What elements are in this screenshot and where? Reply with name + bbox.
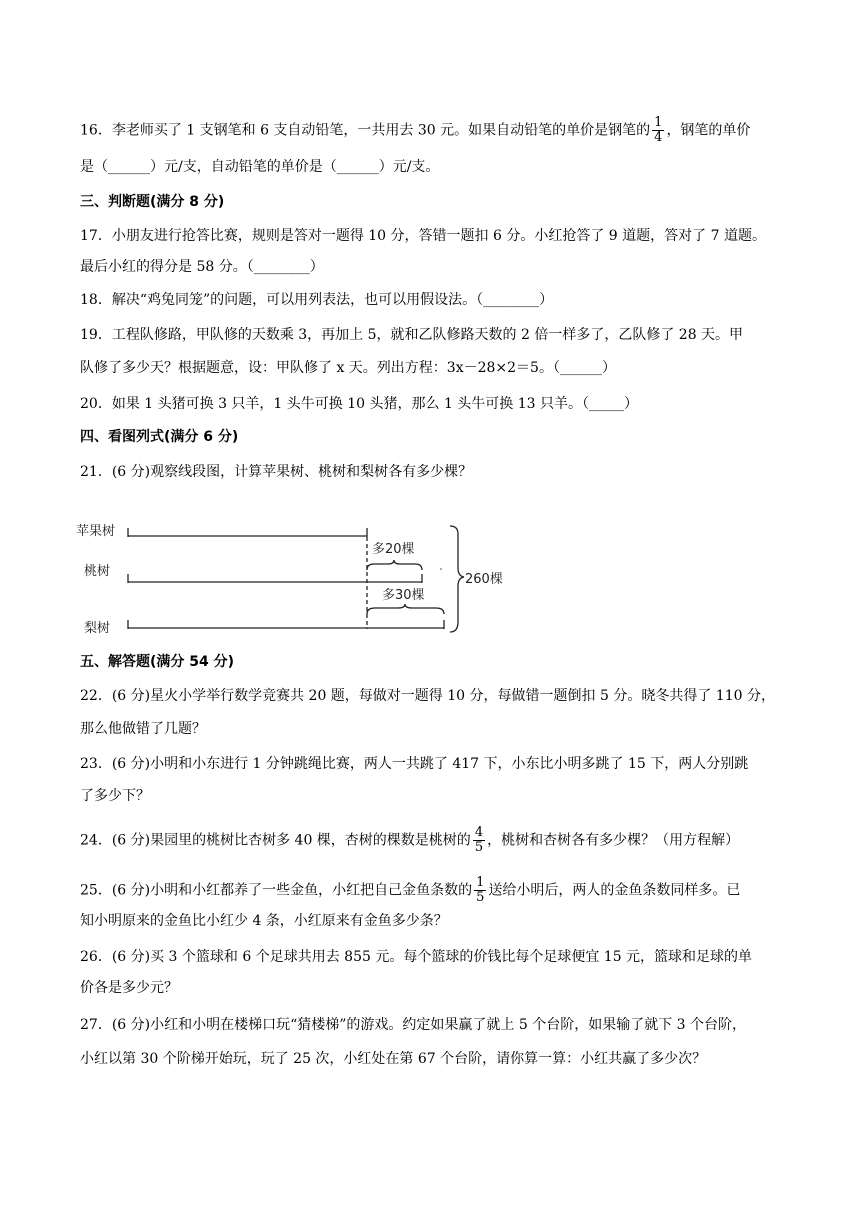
question-16-line1 bbox=[80, 116, 750, 145]
label-apple-tree: 苹果树 bbox=[76, 524, 116, 539]
fraction-one-quarter: $\frac{1}{4}$ bbox=[654, 115, 663, 145]
question-23-line1: 23．(6 分)小明和小东进行 1 分钟跳绳比赛，两人一共跳了 417 下，小东比小明多跳了 15 下，两人分别跳 bbox=[80, 756, 749, 772]
label-total-260: 260棵 bbox=[465, 572, 503, 587]
question-24-text-b: ，桃树和杏树各有多少棵？（用方程解） bbox=[487, 832, 740, 849]
question-24 bbox=[80, 826, 739, 855]
question-22-line2: 那么他做错了几题？ bbox=[80, 721, 206, 737]
section-3-heading: 三、判断题(满分 8 分) bbox=[80, 194, 225, 210]
question-25-text-b: 送给小明后，两人的金鱼条数同样多。已 bbox=[488, 882, 741, 899]
question-25-line2: 知小明原来的金鱼比小红少 4 条，小红原来有金鱼多少条？ bbox=[80, 913, 448, 929]
question-26-line1: 26．(6 分)买 3 个篮球和 6 个足球共用去 855 元。每个篮球的价钱比每个足球便宜 15 元，篮球和足球的单 bbox=[80, 949, 753, 965]
question-25-text-a: 25．(6 分)小明和小红都养了一些金鱼，小红把自己金鱼条数的 bbox=[80, 882, 473, 899]
question-23-line2: 了多少下？ bbox=[80, 788, 150, 804]
question-16-line2: 是（______）元/支，自动铅笔的单价是（______）元/支。 bbox=[80, 159, 440, 175]
question-18: 18．解决“鸡兔同笼”的问题，可以用列表法，也可以用假设法。（________） bbox=[80, 292, 554, 308]
section-4-heading: 四、看图列式(满分 6 分) bbox=[80, 429, 239, 445]
question-26-line2: 价各是多少元？ bbox=[80, 980, 178, 996]
question-16-text-b: ，钢笔的单价 bbox=[666, 122, 751, 139]
question-17-line1: 17．小朋友进行抢答比赛，规则是答对一题得 10 分，答错一题扣 6 分。小红抢答了 9 道题，答对了 7 道题。 bbox=[80, 228, 766, 244]
label-pear-tree: 梨树 bbox=[84, 621, 111, 636]
question-24-text-a: 24．(6 分)果园里的桃树比杏树多 40 棵，杏树的棵数是桃树的 bbox=[80, 832, 471, 849]
fraction-four-fifths: $\frac{4}{5}$ bbox=[474, 825, 484, 855]
question-19-line1: 19．工程队修路，甲队修的天数乘 3，再加上 5，就和乙队修路天数的 2 倍一样多了，乙队修了 28 天。甲 bbox=[80, 327, 744, 343]
question-20: 20．如果 1 头猪可换 3 只羊，1 头牛可换 10 头猪，那么 1 头牛可换 13 只羊。（_____） bbox=[80, 396, 639, 412]
question-19-line2: 队修了多少天？根据题意，设：甲队修了 x 天。列出方程：3x－28×2＝5。（______） bbox=[80, 360, 616, 376]
question-27-line2: 小红以第 30 个阶梯开始玩，玩了 25 次，小红处在第 67 个台阶，请你算一算：小红共赢了多少次？ bbox=[80, 1051, 707, 1067]
question-22-line1: 22．(6 分)星火小学举行数学竞赛共 20 题，每做对一题得 10 分，每做错一题倒扣 5 分。晓冬共得了 110 分， bbox=[80, 688, 775, 704]
label-more-20: 多20棵 bbox=[372, 542, 415, 557]
question-27-line1: 27．(6 分)小红和小明在楼梯口玩“猜楼梯”的游戏。约定如果赢了就上 5 个台阶，如果输了就下 3 个台阶， bbox=[80, 1017, 747, 1033]
label-more-30: 多30棵 bbox=[382, 588, 425, 603]
question-17-line2: 最后小红的得分是 58 分。（________） bbox=[80, 259, 324, 275]
question-16-text-a: 16．李老师买了 1 支钢笔和 6 支自动铅笔，一共用去 30 元。如果自动铅笔的单价是钢笔的 bbox=[80, 122, 651, 139]
segment-diagram bbox=[70, 510, 520, 640]
section-5-heading: 五、解答题(满分 54 分) bbox=[80, 654, 235, 670]
question-25-line1 bbox=[80, 876, 740, 905]
question-21: 21．(6 分)观察线段图，计算苹果树、桃树和梨树各有多少棵？ bbox=[80, 464, 473, 480]
label-peach-tree: 桃树 bbox=[84, 564, 111, 579]
fraction-one-fifth: $\frac{1}{5}$ bbox=[476, 875, 485, 905]
